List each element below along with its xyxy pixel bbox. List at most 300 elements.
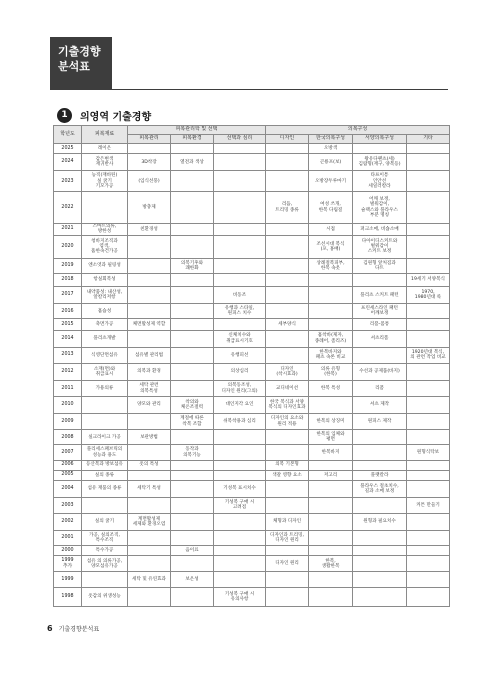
table-cell [266,154,309,171]
table-cell: 오방색 [309,144,353,154]
table-cell [266,430,309,445]
year-cell: 2020 [54,235,82,258]
table-cell [214,572,266,587]
table-cell [309,304,353,319]
table-cell: 원피스 제작 [353,414,407,430]
table-cell [353,144,407,154]
table-cell [128,556,171,572]
table-body [54,144,450,607]
year-cell: 2002 [54,514,82,531]
year-cell: 1998 [54,587,82,606]
table-cell: 세부양식 [266,319,309,330]
table-cell: 동작과 의복기능 [171,445,214,460]
table-cell: 감은변색 재귀반사 [82,154,128,171]
table-cell: 디자인 원리 [266,556,309,572]
table-cell: 한복바지와 패츠 속론 비교 [309,347,353,363]
table-cell [353,430,407,445]
table-cell [353,587,407,606]
table-cell: 한국 복식과 서양 복식의 디자인효과 [266,397,309,414]
table-cell [214,223,266,235]
table-row [54,460,450,470]
table-cell [171,347,214,363]
table-cell: 셔츠리폼 [353,330,407,347]
table-row [54,319,450,330]
table-row [54,330,450,347]
table-cell [407,480,450,497]
table-cell [407,430,450,445]
table-cell: 커튼 만들기 [407,497,450,513]
table-cell [128,330,171,347]
table-cell: 프린세스라인 패턴 어깨보정 [353,304,407,319]
section-heading [57,107,151,123]
table-cell [214,514,266,531]
table-cell [171,470,214,480]
table-row [54,363,450,380]
year-cell: 2017 [54,287,82,304]
table-cell: 쉬복착용과 심리 [214,414,266,430]
table-row [54,470,450,480]
table-cell [171,514,214,531]
table-cell [266,347,309,363]
table-cell: 신체치수와 취급표시기호 [214,330,266,347]
table-cell: 상례절복피부, 한복 속옷 [309,258,353,273]
table-cell: 의류 유형 (한복) [309,363,353,380]
table-cell: 흡습성 [82,304,128,319]
category-badge [50,37,112,89]
table-cell [309,587,353,606]
year-cell: 2006 [54,460,82,470]
table-cell [309,572,353,587]
table-cell: 섬유 재품의 종류 [82,480,128,497]
table-cell [214,171,266,192]
table-cell [214,258,266,273]
year-cell: 2015 [54,319,82,330]
table-cell: 김원형 앞처짐과 다트 [353,258,407,273]
table-cell [266,258,309,273]
table-cell: 방충제 [128,192,171,223]
table-cell: 양모와 관리 [128,397,171,414]
table-row [54,546,450,556]
table-row [54,258,450,273]
table-cell [214,546,266,556]
table-cell [214,556,266,572]
page-number: 6 [47,623,53,633]
table-cell: 의복기후와 쾌한화 [171,258,214,273]
table-cell: 여성 쓰개, 한복 다림질 [309,192,353,223]
table-cell [309,546,353,556]
table-cell [407,587,450,606]
year-cell: 2008 [54,430,82,445]
table-cell: 열전과 색상 [171,154,214,171]
year-cell: 2013 [54,347,82,363]
table-cell [171,497,214,513]
year-cell: 2009 [54,414,82,430]
table-cell [171,304,214,319]
page-footer [47,623,99,633]
table-cell: 등산복과 방보섬유 [82,460,128,470]
table-cell: 능직(재바틴) 실 굵기 기모가공 [82,171,128,192]
year-cell: 2019 [54,258,82,273]
table-cell [407,171,450,192]
table-cell [82,497,128,513]
table-cell [171,531,214,546]
footer-title: 기출경향분석표 [58,625,100,633]
table-cell: 축면가공 [82,319,128,330]
table-cell: 비동조 [214,287,266,304]
table-cell: 플리츠개발 [82,330,128,347]
table-cell [82,397,128,414]
table-cell: 어깨 보정, 벌워감이, 슬랙스와 플라우스 부분 명칭 [353,192,407,223]
table-cell [266,223,309,235]
header-year: 학년도 [54,126,82,144]
table-cell: 레이온 [82,144,128,154]
table-cell: 시접 [309,223,353,235]
table-cell: 기성복 구매 시 고려점 [214,497,266,513]
table-cell [128,531,171,546]
table-row [54,480,450,497]
table-cell: 디자인의 요소와 원리 적용 [266,414,309,430]
table-cell: 옷의 특성 [128,460,171,470]
table-row [54,144,450,154]
table-cell: 셔츠 제작 [353,397,407,414]
table-row [54,380,450,396]
table-cell [266,587,309,606]
table-cell [128,546,171,556]
table-cell: 엔소엿과 필링성 [82,258,128,273]
table-cell [407,380,450,396]
table-cell: 한복 특성 [309,380,353,396]
table-row [54,397,450,414]
table-cell [309,531,353,546]
table-cell: 한복바지 [309,445,353,460]
year-cell: 2012 [54,363,82,380]
year-cell: 2025 [54,144,82,154]
table-cell [171,363,214,380]
table-cell [171,144,214,154]
table-cell [266,497,309,513]
table-cell: 보온성 [171,572,214,587]
table-cell: 계면활성제 세제와 환경오염 [128,514,171,531]
table-cell: 의상심리 [214,363,266,380]
table-cell [407,397,450,414]
table-cell [407,531,450,546]
table-cell [407,144,450,154]
table-cell [309,319,353,330]
table-cell [266,445,309,460]
table-cell: 타프이틍 인안선 세일러칼라 [353,171,407,192]
table-row [54,556,450,572]
table-cell [309,397,353,414]
table-row [54,154,450,171]
table-cell [214,470,266,480]
table-cell: 실크라이크 가공 [82,430,128,445]
table-cell: 한복의 입체와 평면 [309,430,353,445]
table-cell [353,556,407,572]
table-cell [407,514,450,531]
table-cell [128,274,171,287]
table-cell [128,144,171,154]
table-cell: 스마트의류, 방한성 [82,223,128,235]
table-row [54,587,450,606]
table-row [54,497,450,513]
table-cell [407,304,450,319]
table-cell: 내약품성: 내산성, 알칼리저항 [82,287,128,304]
table-cell: 리폼 [353,380,407,396]
table-cell [266,572,309,587]
table-cell [171,460,214,470]
table-row [54,445,450,460]
table-cell [214,192,266,223]
table-cell: 항실회복성 [82,274,128,287]
table-cell [214,445,266,460]
table-cell [407,258,450,273]
table-row [54,347,450,363]
table-cell [407,319,450,330]
table-cell [82,192,128,223]
table-cell: (입식선풍) [128,171,171,192]
table-cell [407,572,450,587]
table-cell: 음이료 [171,546,214,556]
table-cell [407,414,450,430]
year-cell: 2022 [54,192,82,223]
table-cell: 저고리 [309,470,353,480]
table-cell [171,587,214,606]
table-cell: 오방장두루마기 [309,171,353,192]
header-sub-design: 디자인 [266,135,309,144]
table-cell [266,287,309,304]
table-cell [171,192,214,223]
table-cell [407,470,450,480]
table-cell [128,287,171,304]
year-cell: 2016 [54,304,82,319]
table-cell [407,235,450,258]
table-cell: 흡착바(제자, 종례어, 좀리즈) [309,330,353,347]
table-cell [128,414,171,430]
year-cell: 1999 [54,572,82,587]
table-cell: 체면활성제 역할 [128,319,171,330]
table-row [54,287,450,304]
table-cell [309,480,353,497]
table-cell: 보관방법 [128,430,171,445]
table-cell: 플랫칼라 [353,470,407,480]
header-management: 피복관리학 및 선택 [128,126,266,135]
year-cell: 2024 [54,154,82,171]
table-cell: 실의 굵기 [82,514,128,531]
table-row [54,192,450,223]
table-cell [266,480,309,497]
table-cell [353,274,407,287]
table-row [54,514,450,531]
table-cell: 왕유다팬츠(세) 김람형(재구, 양복등) [353,154,407,171]
table-cell [266,171,309,192]
table-cell [82,414,128,430]
table-cell [171,556,214,572]
table-cell [82,572,128,587]
table-cell [407,556,450,572]
table-cell [266,235,309,258]
exam-trend-table [53,125,450,607]
table-cell [407,223,450,235]
header-material: 피복재료 [82,126,128,144]
table-cell: 리듬, 트리밍 종류 [266,192,309,223]
table-cell [309,460,353,470]
header-sub-care: 피복관리 [128,135,171,144]
table-cell [128,587,171,606]
table-cell: 교디네이션 [266,380,309,396]
table-cell [128,258,171,273]
table-cell [171,235,214,258]
table-cell: 소재(면)와 취급표시 [82,363,128,380]
table-cell [309,514,353,531]
table-cell [171,223,214,235]
year-cell: 2023 [54,171,82,192]
year-cell: 2004 [54,480,82,497]
header-sub-psychology: 선택과 심리 [214,135,266,144]
table-cell [214,144,266,154]
header-construction: 의복구성 [266,126,450,135]
table-cell [266,330,309,347]
table-cell: 의복 기본형 [266,460,309,470]
table-row [54,430,450,445]
table-row [54,414,450,430]
table-cell: 1920년대 복식, 의 관련 작업 비교 [407,347,450,363]
table-cell: 실의 종류 [82,470,128,480]
table-cell [407,546,450,556]
table-cell [309,497,353,513]
table-cell [128,235,171,258]
header-sub-western: 서양의복구성 [353,135,407,144]
table-cell [128,445,171,460]
table-cell [128,304,171,319]
table-cell [353,347,407,363]
table-row [54,274,450,287]
table-row [54,572,450,587]
table-row [54,304,450,319]
table-cell [266,304,309,319]
table-cell: 플라우스 절초치수, 길과 소매 보정 [353,480,407,497]
table-cell: 퍼크소매, 비숍소매 [353,223,407,235]
table-row [54,223,450,235]
table-cell [128,470,171,480]
table-cell: 착의와 체온조절력 [171,397,214,414]
year-cell: 2007 [54,445,82,460]
table-cell: 유행피선 [214,347,266,363]
table-cell: 섬유 의 의류가공, 양모섬유가공 [82,556,128,572]
table-cell: 원형과 필요치수 [353,514,407,531]
table-cell: 리폼-몸통 [353,319,407,330]
table-cell [266,274,309,287]
table-cell [407,192,450,223]
header-sub-environment: 피복환경 [171,135,214,144]
table-cell [353,546,407,556]
table-cell [171,430,214,445]
table-cell [214,460,266,470]
table-cell: 가용의류 [82,380,128,396]
table-cell: 한복의 상징미 [309,414,353,430]
table-cell: 기성복 구매 시 유의사항 [214,587,266,606]
table-cell: 기성복 표시치수 [214,480,266,497]
table-cell: 계절에 따른 착복 조합 [171,414,214,430]
year-cell: 2001 [54,531,82,546]
table-cell: 조선시대 복식 (포, 홍배) [309,235,353,258]
year-cell: 2011 [54,380,82,396]
year-cell: 2005 [54,470,82,480]
table-cell: 세탁기 특성 [128,480,171,497]
table-cell [407,460,450,470]
table-cell: 플리세스패브릭의 성능과 용도 [82,445,128,460]
table-cell [353,531,407,546]
table-row [54,171,450,192]
table-cell [214,154,266,171]
table-cell: 특수가공 [82,546,128,556]
header-rule [50,89,448,90]
table-cell: 곤룡포(보) [309,154,353,171]
table-row [54,235,450,258]
table-cell: 19세기 서양복식 [407,274,450,287]
table-cell: 세탁 관련 의복특성 [128,380,171,396]
table-cell: 친환경성 [128,223,171,235]
table-cell [171,171,214,192]
table-cell [353,460,407,470]
table-cell: 의복과 환경 [128,363,171,380]
year-cell: 2021 [54,223,82,235]
table-cell [309,287,353,304]
header-sub-other: 기타 [407,135,450,144]
table-cell [171,480,214,497]
year-cell: 2000 [54,546,82,556]
table-cell: 의복동조성, 디자인 원리(그의) [214,380,266,396]
table-cell: 3D착장 [128,154,171,171]
table-cell: 플리츠 스커트 패턴 [353,287,407,304]
table-cell [309,274,353,287]
table-cell: 가공, 실의조직, 특수조직 [82,531,128,546]
table-cell [407,154,450,171]
table-cell: 체형과 디자인 [266,514,309,531]
table-cell: 세탁 및 유연효과 [128,572,171,587]
table-cell [266,546,309,556]
table-cell [214,319,266,330]
year-cell: 1999 추가 [54,556,82,572]
table-cell: 한복, 생활한복 [309,556,353,572]
table-cell [171,380,214,396]
table-cell: 디자인 (착시효과) [266,363,309,380]
table-cell [353,497,407,513]
table-cell: 다아이디스커트와 벌워감이 스커트 보정 [353,235,407,258]
table-cell: 색갈 영향 요소 [266,470,309,480]
section-title: 의영역 기출경향 [80,111,152,123]
table-cell: 1970, 1980년대 룩 [407,287,450,304]
table-cell [353,445,407,460]
table-cell: 식영단면섬유 [82,347,128,363]
table-cell: 대인지각 요인 [214,397,266,414]
table-cell: 원형식탁보 [407,445,450,460]
badge-line-2: 분석표 [58,60,90,73]
table-cell [214,274,266,287]
table-cell: 유행과 스타일, 원피스 치수 [214,304,266,319]
year-cell: 2018 [54,274,82,287]
table-cell: 옷감의 위생성능 [82,587,128,606]
badge-line-1: 기출경향 [58,45,101,58]
table-cell: 수선과 공제품(바지) [353,363,407,380]
table-cell [214,235,266,258]
table-cell [128,497,171,513]
table-cell [171,319,214,330]
year-cell: 2014 [54,330,82,347]
table-cell [266,144,309,154]
table-cell [214,430,266,445]
table-cell [171,287,214,304]
header-sub-korean: 한국의복구성 [309,135,353,144]
